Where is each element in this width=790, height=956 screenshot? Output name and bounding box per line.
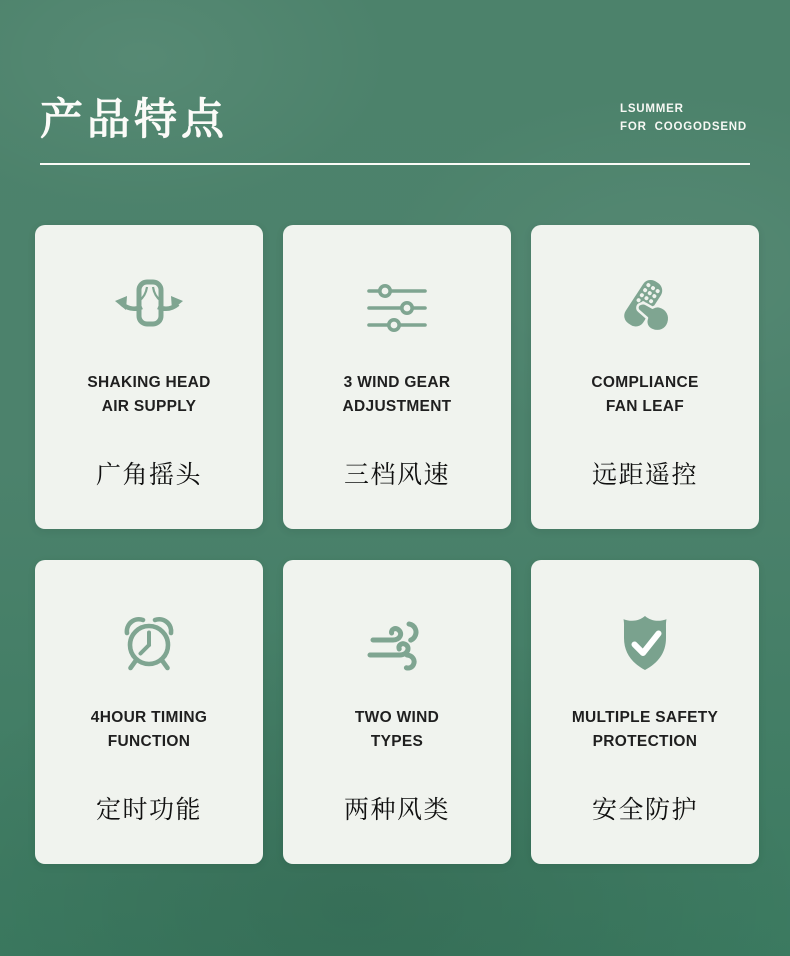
feature-card-remote	[531, 225, 759, 529]
feature-card-grid	[35, 225, 759, 864]
feature-title-en-line1: TWO WIND	[354, 709, 440, 726]
feature-title-en-line1: COMPLIANCE	[591, 374, 699, 391]
feature-title-en-line2: FUNCTION	[107, 733, 191, 750]
feature-title-en	[572, 706, 718, 754]
feature-title-en-line2: TYPES	[370, 733, 424, 750]
feature-title-en-line2: FAN LEAF	[605, 398, 685, 415]
feature-title-en-line2: PROTECTION	[592, 733, 698, 750]
feature-title-en-line1: 4HOUR TIMING	[90, 709, 208, 726]
feature-title-en	[91, 706, 207, 754]
feature-card-timing	[35, 560, 263, 864]
feature-title-zh: 远距遥控	[591, 461, 698, 489]
brand-text	[620, 100, 747, 136]
feature-title-en-line2: ADJUSTMENT	[342, 398, 452, 415]
feature-card-wind-gears	[283, 225, 511, 529]
feature-title-en	[343, 371, 452, 419]
remote-icon	[610, 277, 680, 339]
feature-title-zh: 定时功能	[95, 796, 202, 824]
page-title: 产品特点	[40, 96, 228, 144]
brand-line2: FOR COOGODSEND	[620, 121, 748, 133]
shield-check-icon	[615, 612, 675, 674]
feature-title-en-line1: 3 WIND GEAR	[343, 374, 451, 391]
feature-title-en	[87, 371, 210, 419]
feature-title-en-line2: AIR SUPPLY	[101, 398, 197, 415]
brand-line1: LSUMMER	[620, 103, 684, 115]
header-divider	[40, 163, 750, 165]
feature-card-safety	[531, 560, 759, 864]
sliders-icon	[366, 277, 428, 339]
feature-title-zh: 三档风速	[343, 461, 450, 489]
feature-title-en-line1: SHAKING HEAD	[87, 374, 211, 391]
alarm-clock-icon	[118, 612, 180, 674]
feature-card-oscillation	[35, 225, 263, 529]
feature-title-zh: 广角摇头	[95, 461, 202, 489]
wind-icon	[366, 612, 428, 674]
feature-title-zh: 两种风类	[343, 796, 450, 824]
feature-title-en	[355, 706, 439, 754]
feature-title-en-line1: MULTIPLE SAFETY	[571, 709, 719, 726]
feature-card-wind-types	[283, 560, 511, 864]
feature-title-zh: 安全防护	[591, 796, 698, 824]
oscillation-icon	[114, 277, 184, 339]
feature-title-en	[591, 371, 698, 419]
